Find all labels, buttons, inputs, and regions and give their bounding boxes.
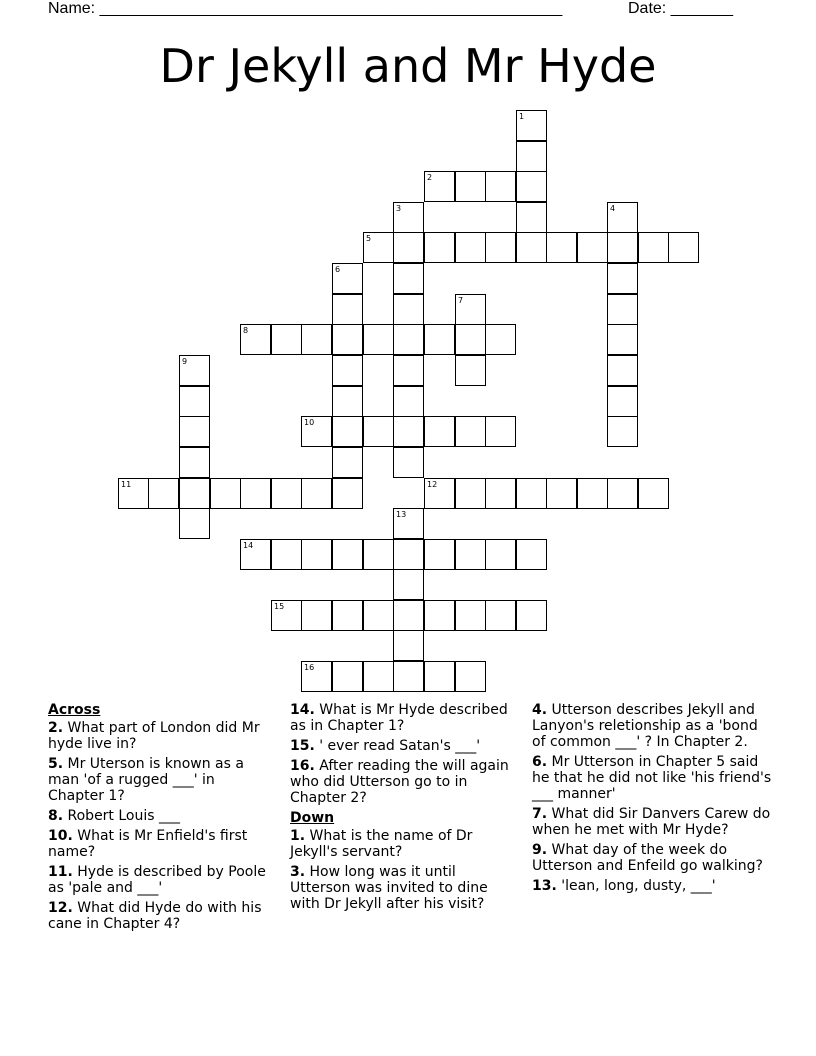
crossword-cell[interactable] xyxy=(668,232,699,263)
crossword-cell[interactable] xyxy=(332,600,363,631)
crossword-cell[interactable] xyxy=(179,508,210,539)
crossword-cell[interactable] xyxy=(210,478,241,509)
crossword-cell[interactable] xyxy=(332,355,363,386)
crossword-cell[interactable] xyxy=(393,263,424,294)
crossword-cell[interactable] xyxy=(424,539,455,570)
crossword-cell[interactable] xyxy=(332,539,363,570)
clue-number: 16. xyxy=(290,758,315,774)
crossword-cell[interactable] xyxy=(363,324,394,355)
crossword-cell[interactable] xyxy=(638,478,669,509)
crossword-cell[interactable] xyxy=(485,478,516,509)
crossword-cell[interactable] xyxy=(332,661,363,692)
clue-number-label: 11 xyxy=(121,480,132,489)
clue-number-label: 15 xyxy=(274,602,285,611)
clue-text: Mr Utterson in Chapter 5 said he that he did not like 'his friend's ___ manner' xyxy=(532,754,772,802)
clue-text: What is Mr Hyde described as in Chapter 1? xyxy=(290,702,508,734)
clue xyxy=(290,738,512,754)
crossword-cell[interactable] xyxy=(332,478,363,509)
clue-number-label: 4 xyxy=(610,204,616,213)
crossword-cell[interactable] xyxy=(393,355,424,386)
crossword-cell[interactable] xyxy=(424,661,455,692)
crossword-cell[interactable] xyxy=(516,600,547,631)
crossword-cell[interactable] xyxy=(363,416,394,447)
clue xyxy=(532,754,772,802)
page-title: Dr Jekyll and Mr Hyde xyxy=(159,39,657,93)
clue-number: 11. xyxy=(48,864,73,880)
clue-text: After reading the will again who did Utterson go to in Chapter 2? xyxy=(290,758,509,806)
crossword-cell[interactable] xyxy=(424,416,455,447)
crossword-cell[interactable] xyxy=(485,232,516,263)
crossword-cell[interactable] xyxy=(424,600,455,631)
clue-number-label: 9 xyxy=(182,357,188,366)
clue-number-label: 16 xyxy=(304,663,315,672)
clue-number: 15. xyxy=(290,738,315,754)
clue-number: 1. xyxy=(290,828,306,844)
crossword-cell[interactable] xyxy=(393,630,424,661)
crossword-cell[interactable] xyxy=(393,416,424,447)
clues-column-2 xyxy=(290,702,512,916)
clue-number-label: 13 xyxy=(396,510,407,519)
crossword-cell[interactable] xyxy=(301,539,332,570)
crossword-cell[interactable] xyxy=(607,478,638,509)
clue-number-label: 1 xyxy=(519,112,525,121)
clue xyxy=(48,864,268,896)
crossword-cell[interactable] xyxy=(577,478,608,509)
crossword-cell[interactable] xyxy=(485,324,516,355)
crossword-cell[interactable] xyxy=(179,386,210,417)
crossword-cell[interactable] xyxy=(271,478,302,509)
crossword-cell[interactable] xyxy=(332,386,363,417)
crossword-cell[interactable] xyxy=(516,539,547,570)
clue-number: 14. xyxy=(290,702,315,718)
crossword-cell[interactable] xyxy=(455,232,486,263)
clues-column-3 xyxy=(532,702,772,898)
clue xyxy=(290,758,512,806)
clue-number-label: 8 xyxy=(243,326,249,335)
clue-number: 7. xyxy=(532,806,548,822)
clue xyxy=(532,702,772,750)
crossword-cell[interactable] xyxy=(485,600,516,631)
crossword-cell[interactable] xyxy=(607,324,638,355)
clue xyxy=(48,808,268,824)
crossword-cell[interactable] xyxy=(607,294,638,325)
clues-column-1 xyxy=(48,702,268,936)
crossword-cell[interactable] xyxy=(516,478,547,509)
crossword-cell[interactable] xyxy=(455,324,486,355)
clue-number: 4. xyxy=(532,702,548,718)
crossword-cell[interactable] xyxy=(485,171,516,202)
clue xyxy=(532,878,772,894)
clue-number-label: 10 xyxy=(304,418,315,427)
crossword-cell[interactable] xyxy=(393,324,424,355)
clue-text: Hyde is described by Poole as 'pale and ___' xyxy=(48,864,266,896)
crossword-cell[interactable] xyxy=(638,232,669,263)
crossword-cell[interactable] xyxy=(240,478,271,509)
clue xyxy=(532,806,772,838)
date-line: _______ xyxy=(670,0,733,17)
crossword-cell[interactable] xyxy=(148,478,179,509)
crossword-cell[interactable] xyxy=(607,263,638,294)
crossword-cell[interactable] xyxy=(607,232,638,263)
crossword-cell[interactable] xyxy=(455,171,486,202)
clue-number: 5. xyxy=(48,756,64,772)
crossword-cell[interactable] xyxy=(424,324,455,355)
crossword-cell[interactable] xyxy=(393,447,424,478)
down-heading: Down xyxy=(290,810,335,826)
name-label: Name: xyxy=(48,0,100,17)
clue-text: What did Hyde do with his cane in Chapter 4? xyxy=(48,900,262,932)
clue-text: What part of London did Mr hyde live in? xyxy=(48,720,260,752)
clue-number: 3. xyxy=(290,864,306,880)
crossword-cell[interactable] xyxy=(455,539,486,570)
clue-text: What did Sir Danvers Carew do when he met with Mr Hyde? xyxy=(532,806,771,838)
crossword-cell[interactable] xyxy=(607,386,638,417)
crossword-cell[interactable] xyxy=(424,232,455,263)
clue-number-label: 5 xyxy=(366,234,372,243)
crossword-cell[interactable] xyxy=(179,478,210,509)
clue-text: What is the name of Dr Jekyll's servant? xyxy=(290,828,473,860)
clue-number: 10. xyxy=(48,828,73,844)
clue-number-label: 14 xyxy=(243,541,254,550)
crossword-cell[interactable] xyxy=(363,600,394,631)
crossword-cell[interactable] xyxy=(607,355,638,386)
clue-number: 12. xyxy=(48,900,73,916)
crossword-cell[interactable] xyxy=(455,478,486,509)
crossword-cell[interactable] xyxy=(546,232,577,263)
crossword-cell[interactable] xyxy=(332,447,363,478)
crossword-cell[interactable] xyxy=(455,661,486,692)
crossword-cell[interactable] xyxy=(393,569,424,600)
clue-text: Mr Uterson is known as a man 'of a rugged ___' in Chapter 1? xyxy=(48,756,244,804)
crossword-cell[interactable] xyxy=(455,600,486,631)
crossword-cell[interactable] xyxy=(332,324,363,355)
crossword-cell[interactable] xyxy=(332,416,363,447)
crossword-cell[interactable] xyxy=(546,478,577,509)
clue xyxy=(290,828,512,860)
clue-number-label: 3 xyxy=(396,204,402,213)
clue-number-label: 2 xyxy=(427,173,433,182)
clue xyxy=(48,720,268,752)
crossword-cell[interactable] xyxy=(516,232,547,263)
clue-number-label: 12 xyxy=(427,480,438,489)
crossword-cell[interactable] xyxy=(516,171,547,202)
clue-text: How long was it until Utterson was invited to dine with Dr Jekyll after his visit? xyxy=(290,864,488,912)
crossword-cell[interactable] xyxy=(363,661,394,692)
crossword-cell[interactable] xyxy=(301,478,332,509)
clue-number-label: 7 xyxy=(458,296,464,305)
crossword-cell[interactable] xyxy=(577,232,608,263)
crossword-cell[interactable] xyxy=(393,661,424,692)
clue-number: 13. xyxy=(532,878,557,894)
clue-number: 6. xyxy=(532,754,548,770)
clue xyxy=(290,702,512,734)
crossword-cell[interactable] xyxy=(271,539,302,570)
clue-text: Utterson describes Jekyll and Lanyon's reletionship as a 'bond of common ___' ? In Chapter 2. xyxy=(532,702,758,750)
clue-number: 2. xyxy=(48,720,64,736)
crossword-cell[interactable] xyxy=(393,294,424,325)
clue-text: ' ever read Satan's ___' xyxy=(314,738,481,754)
crossword-cell[interactable] xyxy=(516,141,547,172)
clue-text: 'lean, long, dusty, ___' xyxy=(556,878,716,894)
clue xyxy=(48,900,268,932)
crossword-cell[interactable] xyxy=(455,355,486,386)
clue-number: 9. xyxy=(532,842,548,858)
crossword-cell[interactable] xyxy=(485,416,516,447)
crossword-cell[interactable] xyxy=(393,232,424,263)
clue-text: Robert Louis ___ xyxy=(63,808,180,824)
date-label: Date: xyxy=(628,0,671,17)
crossword-cell[interactable] xyxy=(301,324,332,355)
crossword-cell[interactable] xyxy=(363,539,394,570)
crossword-cell[interactable] xyxy=(607,416,638,447)
clue-number: 8. xyxy=(48,808,64,824)
crossword-cell[interactable] xyxy=(301,600,332,631)
crossword-cell[interactable] xyxy=(332,294,363,325)
crossword-cell[interactable] xyxy=(393,386,424,417)
clue xyxy=(290,864,512,912)
clue xyxy=(532,842,772,874)
clue-text: What is Mr Enfield's first name? xyxy=(48,828,248,860)
across-heading: Across xyxy=(48,702,101,718)
clue xyxy=(48,828,268,860)
name-line: ____________________________________________________ xyxy=(99,0,563,17)
crossword-cell[interactable] xyxy=(455,416,486,447)
clue-text: What day of the week do Utterson and Enfeild go walking? xyxy=(532,842,763,874)
crossword-cell[interactable] xyxy=(485,539,516,570)
clue-number-label: 6 xyxy=(335,265,341,274)
clue xyxy=(48,756,268,804)
crossword-cell[interactable] xyxy=(179,447,210,478)
crossword-cell[interactable] xyxy=(393,600,424,631)
crossword-cell[interactable] xyxy=(271,324,302,355)
crossword-cell[interactable] xyxy=(179,416,210,447)
crossword-cell[interactable] xyxy=(516,202,547,233)
crossword-cell[interactable] xyxy=(393,539,424,570)
